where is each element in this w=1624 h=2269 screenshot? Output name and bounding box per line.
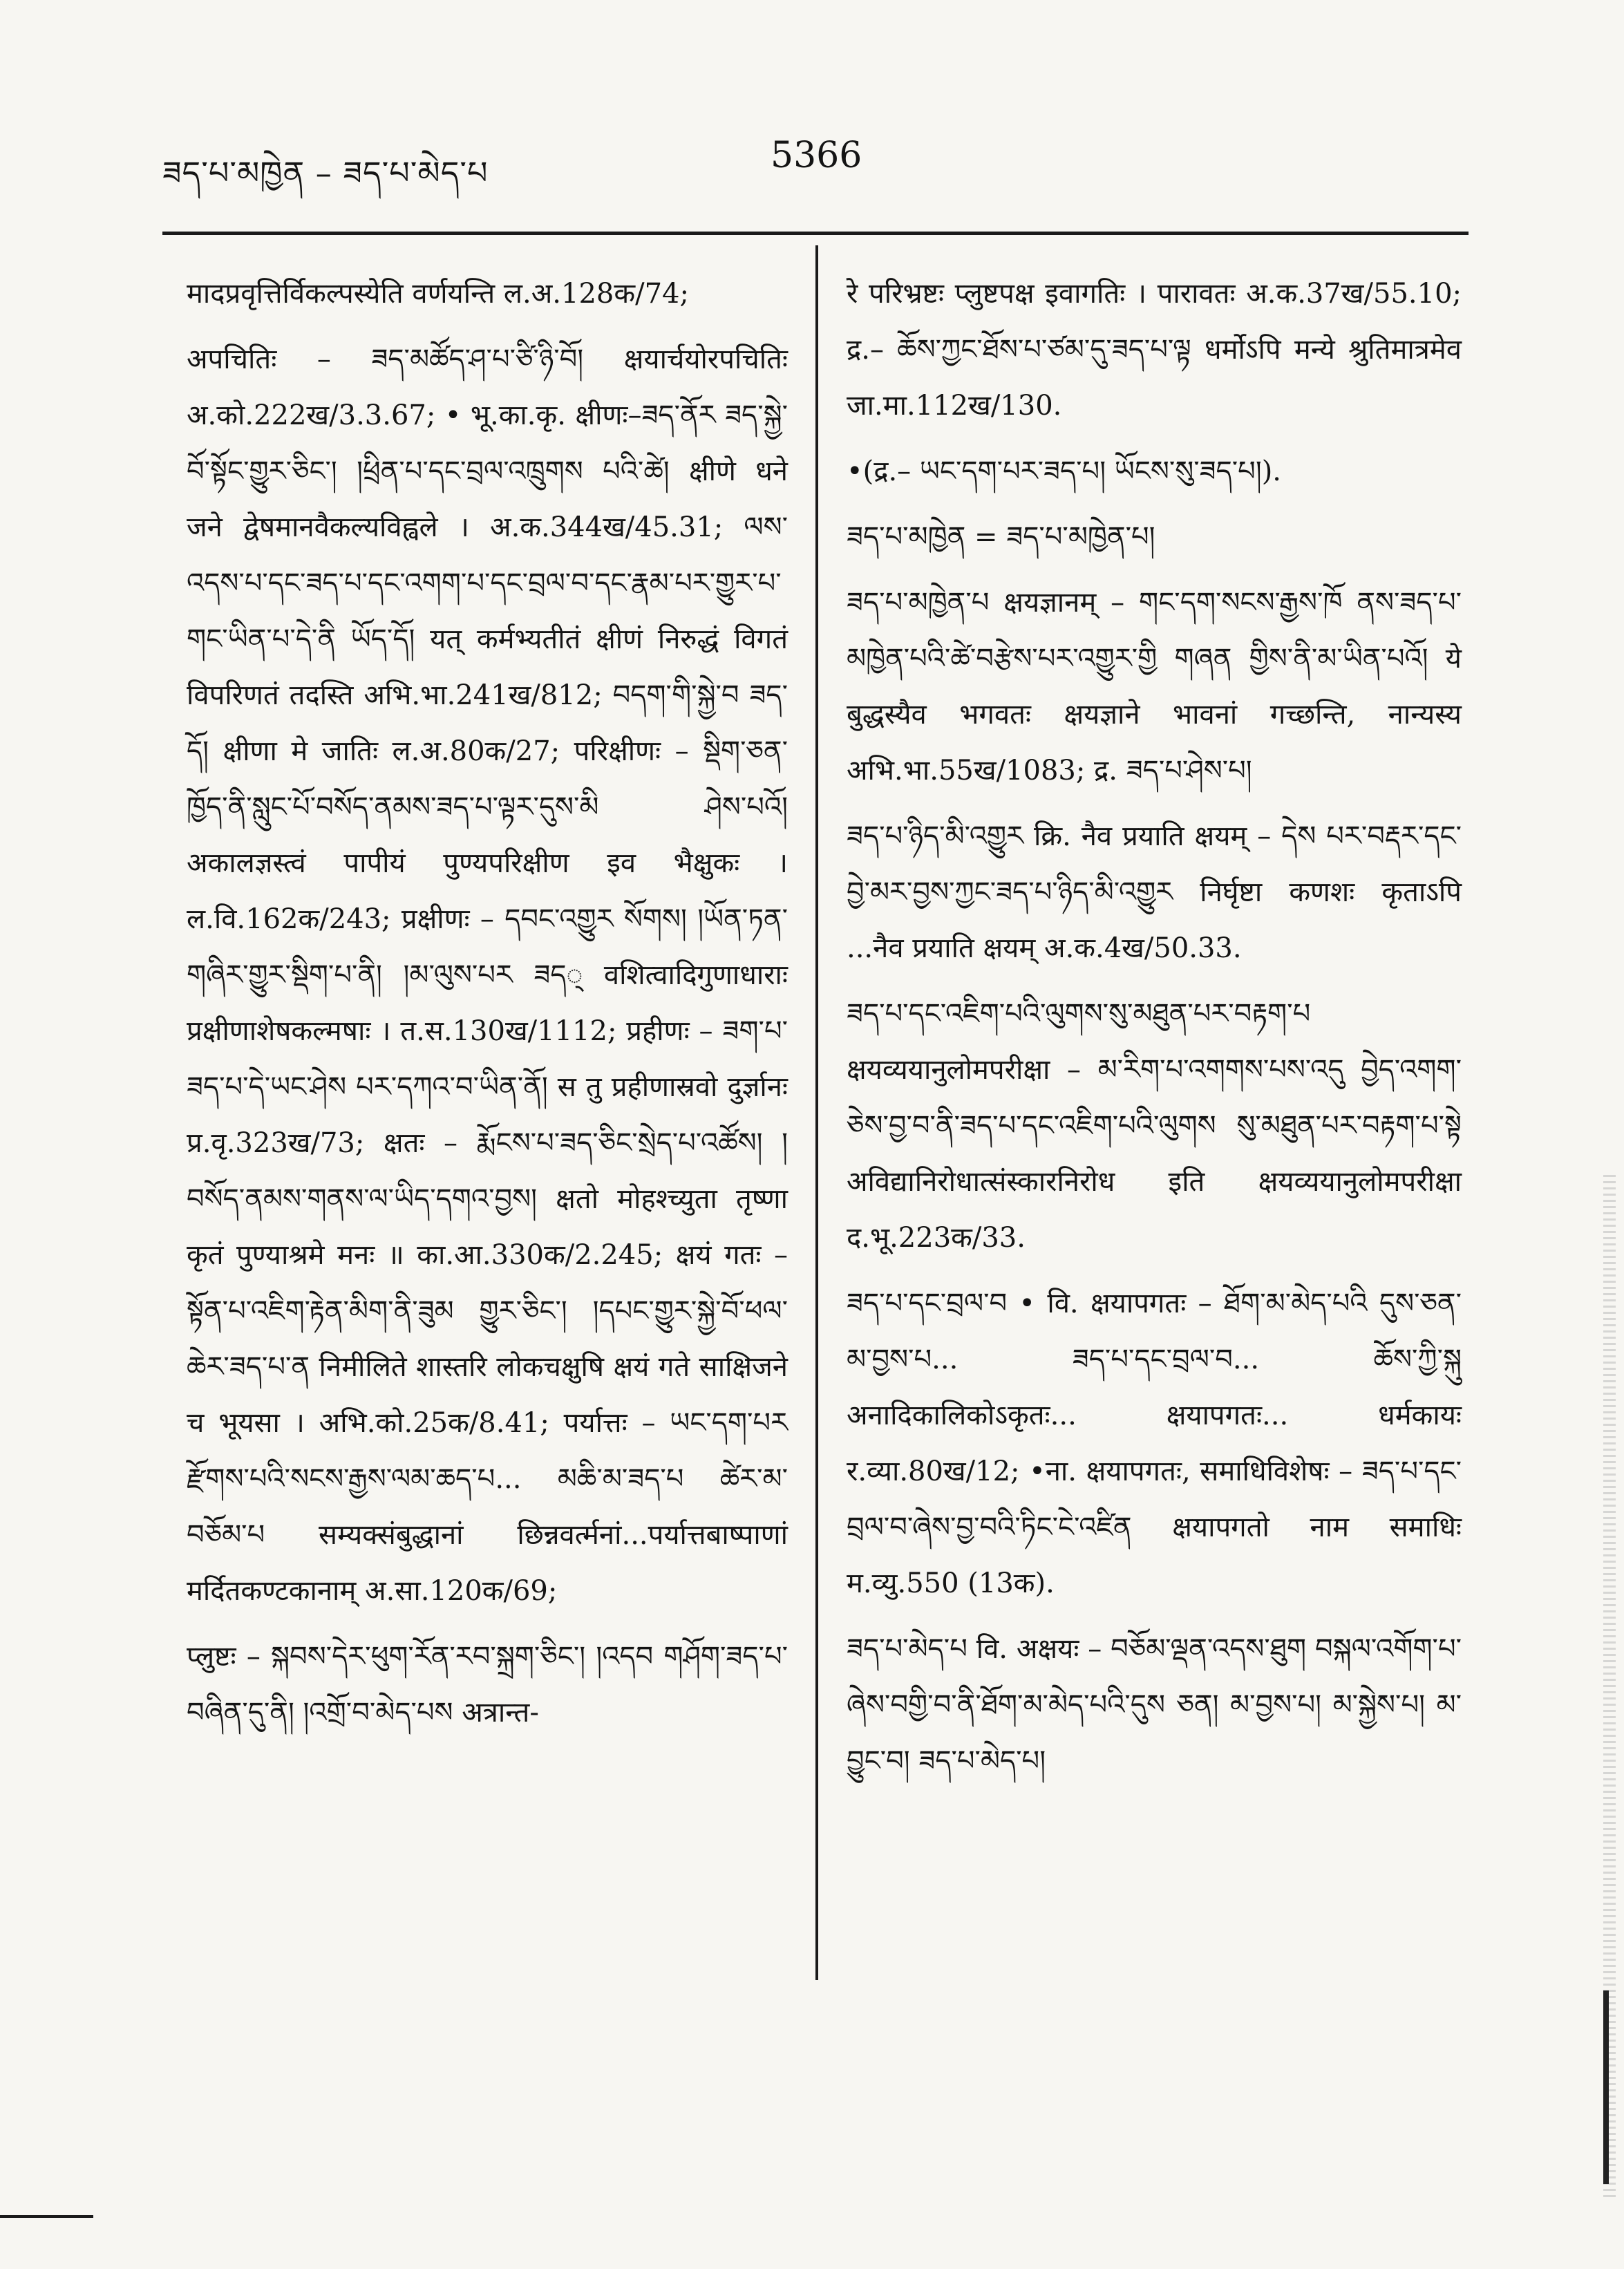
left-entry: अपचितिः – ཟད་མཚོད་ཤ་པ་ཙི་ཉི་བོ། क्षयार्चयोरपचितिः अ.को.222ख/3.3.67; • भू.का.कृ. क्षीणः–ཟད་ནོར ཟད་སྐྱེ་བོ་སྟོང་གྱུར་ཅིང་། །ཕྲིན་པ་དང་བྲལ་འཁྲུགས པའི་ཚེ། क्षीणे धने जने द्वेषमानवैकल्यविह्वले । अ.क.344ख/45.31; ལས་འདས་པ་དང་ཟད་པ་དང་འགག་པ་དང་བྲལ་བ་དང་རྣམ་པར་གྱུར་པ་གང་ཡིན་པ་དེ་ནི ཡོད་དོ། यत् कर्मभ्यतीतं क्षीणं निरुद्धं विगतं विपरिणतं तदस्ति अभि.भा.241ख/812; བདག་གི་སྐྱེ་བ ཟད་དོ། क्षीणा मे जातिः ल.अ.80क/27; परिक्षीणः – སྡིག་ཅན་ཁྱོད་ནི་སླུང་པོ་བསོད་ནམས་ཟད་པ་ལྟར་དུས་མི ཤེས་པའོ། अकालज्ञस्त्वं पापीयं पुण्यपरिक्षीण इव भैक्षुकः । ल.वि.162क/243; प्रक्षीणः – དབང་འགྱུར སོགས། །ཡོན་ཏན་གཞིར་གྱུར་སྡིག་པ་ནི། །མ་ལུས་པར ཟད् वशित्वादिगुणाधाराः प्रक्षीणाशेषकल्मषाः । त.स.130ख/1112; प्रहीणः – ཟག་པ་ཟད་པ་དེ་ཡང་ཤེས པར་དཀའ་བ་ཡིན་ནོ། स तु प्रहीणास्रवो दुर्ज्ञानः प्र.वृ.323ख/73; क्षतः – རྨོངས་པ་ཟད་ཅིང་སྲེད་པ་འཚོས། །བསོད་ནམས་གནས་ལ་ཡིད་དགའ་བྱས། क्षतो मोहश्च्युता तृष्णा कृतं पुण्याश्रमे मनः ॥ का.आ.330क/2.245; क्षयं गतः – སྟོན་པ་འཇིག་རྟེན་མིག་ནི་ཟུམ གྱུར་ཅིང་། །དཔང་གྱུར་སྐྱེ་བོ་ཕལ་ཆེར་ཟད་པ་ན निमीलिते शास्तरि लोकचक्षुषि क्षयं गते साक्षिजने च भूयसा । अभि.को.25क/8.41; पर्यात्तः – ཡང་དག་པར རྫོགས་པའི་སངས་རྒྱས་ལམ་ཆད་པ... མཆི་མ་ཟད་པ ཚེར་མ་བཅོམ་པ सम्यक्संबुद्धानां छिन्नवर्त्मनां...पर्यात्तबाष्पाणां मर्दितकण्टकानाम् अ.सा.120क/69; bbox=[187, 343, 788, 1607]
left-entry: प्लुष्टः – སྐབས་དེར་ཕུག་རོན་རབ་སྐྲག་ཅིང་། །འདབ གཤོག་ཟད་པ་བཞིན་དུ་ནི། །འགྲོ་བ་མེད་པས अत्रान्त- bbox=[187, 1641, 788, 1729]
right-entry: ཟད་པ་མཁྱེན = ཟད་པ་མཁྱེན་པ། bbox=[847, 521, 1155, 553]
left-entry: मादप्रवृत्तिर्विकल्पस्येति वर्णयन्ति ल.अ.128क/74; bbox=[187, 278, 689, 310]
right-entry: •(द्र.– ཡང་དག་པར་ཟད་པ། ཡོངས་སུ་ཟད་པ།). bbox=[847, 455, 1282, 487]
left-column bbox=[187, 266, 788, 1741]
column-divider bbox=[815, 245, 818, 1980]
right-entry: ཟད་པ་དང་འཇིག་པའི་ལུགས་སུ་མཐུན་པར་བརྟག་པ क्षयव्ययानुलोमपरीक्षा – མ་རིག་པ་འགགས་པས་འདུ བྱེད་འགག་ཅེས་བྱ་བ་ནི་ཟད་པ་དང་འཇིག་པའི་ལུགས སུ་མཐུན་པར་བརྟག་པ་སྟེ अविद्यानिरोधात्संस्कारनिरोध इति क्षयव्ययानुलोमपरीक्षा द.भू.223क/33. bbox=[847, 998, 1462, 1254]
header-rule bbox=[162, 232, 1469, 235]
right-entry: ཟད་པ་ཉིད་མི་འགྱུར क्रि. नैव प्रयाति क्षयम् – དེས པར་བརྡར་དང་བྱེ་མར་བྱས་ཀྱང་ཟད་པ་ཉིད་མི་འགྱུར निर्घृष्टा कणशः कृताऽपि ...नैव प्रयाति क्षयम् अ.क.4ख/50.33. bbox=[847, 820, 1462, 964]
footer-rule bbox=[0, 2215, 93, 2218]
right-entry: ཟད་པ་མཁྱེན་པ क्षयज्ञानम् – གང་དག་སངས་རྒྱས་ཁོ ནས་ཟད་པ་མཁྱེན་པའི་ཚེ་བརྩེས་པར་འགྱུར་གྱི གཞན གྱིས་ནི་མ་ཡིན་པའོ། ये बुद्धस्यैव भगवतः क्षयज्ञाने भावनां गच्छन्ति, नान्यस्य अभि.भा.55ख/1083; द्र. ཟད་པ་ཤེས་པ། bbox=[847, 587, 1462, 787]
page-number: 5366 bbox=[771, 135, 862, 176]
right-entry: रे परिभ्रष्टः प्लुष्टपक्ष इवागतिः । पारावतः अ.क.37ख/55.10; द्र.– ཆོས་ཀྱང་ཐོས་པ་ཙམ་དུ་ཟད་པ་ལྟ धर्मोऽपि मन्ये श्रुतिमात्रमेव जा.मा.112ख/130. bbox=[847, 278, 1462, 422]
scan-edge-mark bbox=[1603, 1990, 1609, 2184]
right-entry: ཟད་པ་དང་བྲལ་བ • वि. क्षयापगतः – ཐོག་མ་མེད་པའི དུས་ཅན་མ་བྱས་པ... ཟད་པ་དང་བྲལ་བ... ཆོས་ཀྱི་སྐུ अनादिकालिकोऽकृतः... क्षयापगतः... धर्मकायः र.व्या.80ख/12; •ना. क्षयापगतः, समाधिविशेषः – ཟད་པ་དང་བྲལ་བ་ཞེས་བྱ་བའི་ཏིང་ངེ་འཛིན क्षयापगतो नाम समाधिः म.व्यु.550 (13क). bbox=[847, 1288, 1462, 1599]
right-entry: ཟད་པ་མེད་པ वि. अक्षयः – བཅོམ་ལྡན་འདས་ཐུག བསྐལ་འགོག་པ་ཞེས་བགྱི་བ་ནི་ཐོག་མ་མེད་པའི་དུས ཅན། མ་བྱས་པ། མ་སྐྱེས་པ། མ་བྱུང་བ། ཟད་པ་མེད་པ། bbox=[847, 1633, 1462, 1777]
running-header: ཟད་པ་མཁྱེན – ཟད་པ་མེད་པ bbox=[162, 154, 489, 191]
right-column bbox=[847, 266, 1462, 1789]
